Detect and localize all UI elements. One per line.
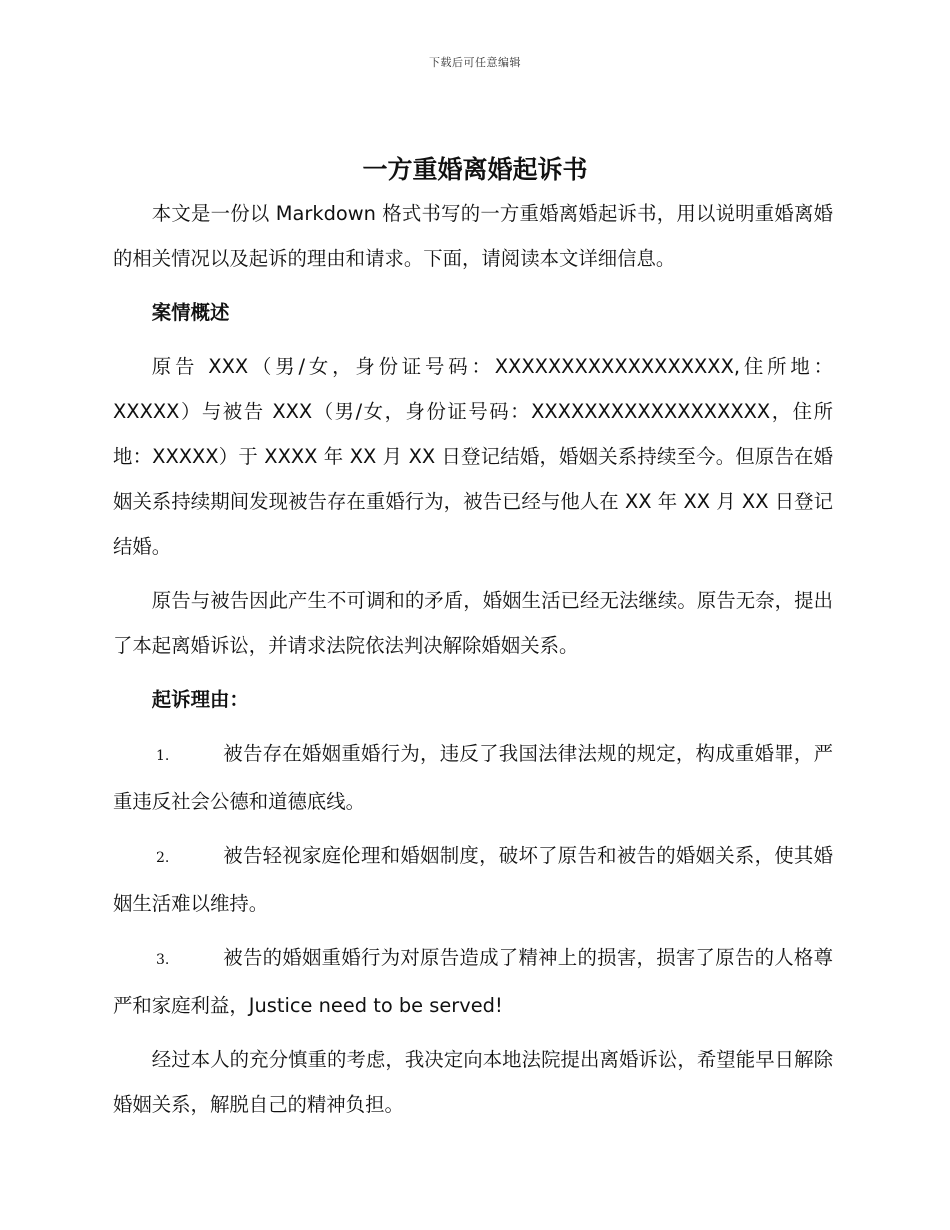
reason-number-3: 3. [156,952,170,968]
case-heading: 案情概述 [151,301,230,324]
reason-item-2 [113,833,833,926]
case-paragraph-1: 原告 XXX（男/女，身份证号码：XXXXXXXXXXXXXXXXXX,住所地：XXXXX）与被告 XXX（男/女，身份证号码：XXXXXXXXXXXXXXXXXX，住所地：XXXXX）于 XXXX 年 XX 月 XX 日登记结婚，婚姻关系持续至今。但原告在婚姻关系持续期间发现被告存在重婚行为，被告已经与他人在 XX 年 XX 月 XX 日登记结婚。 [113,355,833,558]
reason-number-1: 1. [156,748,170,764]
document-title: 一方重婚离婚起诉书 [362,155,588,184]
reason-item-1 [113,731,833,824]
reasons-heading: 起诉理由： [151,688,249,711]
reason-number-2: 2. [156,850,170,866]
intro-paragraph: 本文是一份以 Markdown 格式书写的一方重婚离婚起诉书，用以说明重婚离婚的相关情况以及起诉的理由和请求。下面，请阅读本文详细信息。 [113,202,833,270]
closing-paragraph: 经过本人的充分慎重的考虑，我决定向本地法院提出离婚诉讼，希望能早日解除婚姻关系，解脱自己的精神负担。 [113,1048,833,1116]
reason-text-1: 被告存在婚姻重婚行为，违反了我国法律法规的规定，构成重婚罪，严重违反社会公德和道德底线。 [113,742,833,813]
case-paragraph-2: 原告与被告因此产生不可调和的矛盾，婚姻生活已经无法继续。原告无奈，提出了本起离婚诉讼，并请求法院依法判决解除婚姻关系。 [113,589,833,657]
reason-text-2: 被告轻视家庭伦理和婚姻制度，破坏了原告和被告的婚姻关系，使其婚姻生活难以维持。 [113,844,833,915]
reason-text-3: 被告的婚姻重婚行为对原告造成了精神上的损害，损害了原告的人格尊严和家庭利益，Justice need to be served! [113,946,833,1017]
reason-item-3 [113,935,833,1028]
document-body [113,191,833,1136]
header-note: 下载后可任意编辑 [429,56,521,69]
